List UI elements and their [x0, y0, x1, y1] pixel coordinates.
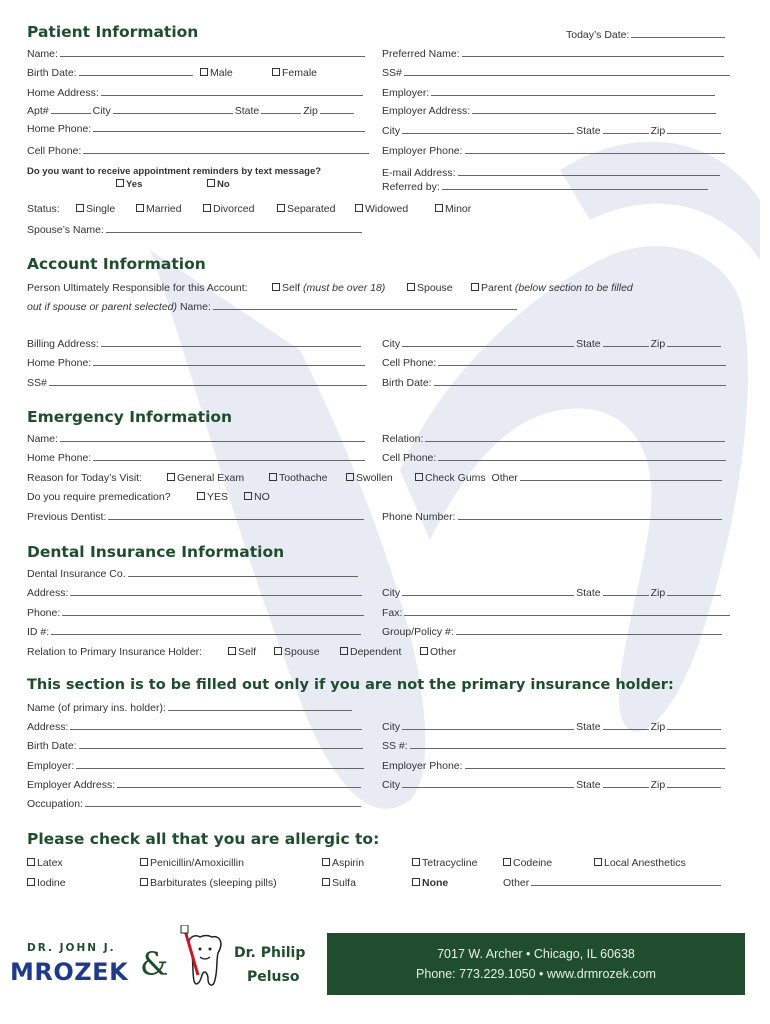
- insurance-city-field[interactable]: [402, 586, 574, 596]
- self-note: (must be over 18): [303, 282, 386, 294]
- group-policy-label: Group/Policy #:: [382, 626, 454, 638]
- previous-dentist-field[interactable]: [108, 510, 364, 520]
- responsible-self-label: Self: [282, 282, 301, 294]
- female-label: Female: [282, 67, 318, 79]
- swollen-label: Swollen: [356, 472, 393, 484]
- patient-information-heading: Patient Information: [27, 23, 199, 41]
- holder-self-label: Self: [238, 646, 257, 658]
- iodine-label: Iodine: [37, 877, 66, 889]
- none-label: None: [422, 877, 449, 889]
- penicillin-checkbox[interactable]: [140, 858, 148, 866]
- insurance-company-label: Dental Insurance Co.: [27, 568, 126, 580]
- premedication-yes-checkbox[interactable]: [197, 492, 205, 500]
- barbiturates-label: Barbiturates (sleeping pills): [150, 877, 277, 889]
- codeine-checkbox[interactable]: [503, 858, 511, 866]
- secondary-city-field[interactable]: [402, 720, 574, 730]
- ss-field[interactable]: [404, 66, 730, 76]
- account-birth-date-field[interactable]: [434, 376, 726, 386]
- employer-label: Employer:: [382, 87, 430, 99]
- birth-date-field[interactable]: [79, 66, 193, 76]
- parent-note-continued: out if spouse or parent selected): [27, 301, 178, 313]
- secondary-zip-label: Zip: [650, 721, 666, 733]
- secondary-employer-label: Employer:: [27, 760, 75, 772]
- home-address-label: Home Address:: [27, 87, 99, 99]
- name-label: Name:: [27, 48, 58, 60]
- secondary-employer-state-label: State: [576, 779, 601, 791]
- employer-city-field[interactable]: [402, 124, 574, 134]
- doctor-name-line-1: Dr. Philip: [234, 945, 306, 961]
- holder-spouse-checkbox[interactable]: [274, 647, 282, 655]
- secondary-employer-address-field[interactable]: [117, 778, 361, 788]
- cell-phone-field[interactable]: [83, 144, 369, 154]
- footer-contact-bar: [327, 933, 745, 995]
- general-exam-label: General Exam: [177, 472, 245, 484]
- divorced-label: Divorced: [213, 203, 255, 215]
- responsible-parent-label: Parent: [481, 282, 512, 294]
- secondary-ss-field[interactable]: [410, 739, 726, 749]
- separated-checkbox[interactable]: [277, 204, 285, 212]
- responsible-self-checkbox[interactable]: [272, 283, 280, 291]
- account-home-phone-field[interactable]: [93, 356, 365, 366]
- widowed-checkbox[interactable]: [355, 204, 363, 212]
- holder-other-checkbox[interactable]: [420, 647, 428, 655]
- tetracycline-checkbox[interactable]: [412, 858, 420, 866]
- reason-other-label: Other: [491, 472, 518, 484]
- widowed-label: Widowed: [365, 203, 409, 215]
- holder-dependent-label: Dependent: [350, 646, 402, 658]
- account-home-phone-label: Home Phone:: [27, 357, 92, 369]
- insurance-phone-field[interactable]: [62, 606, 364, 616]
- apt-label: Apt#: [27, 105, 49, 117]
- reminder-yes-checkbox[interactable]: [116, 179, 124, 187]
- email-field[interactable]: [458, 166, 720, 176]
- secondary-employer-field[interactable]: [76, 759, 364, 769]
- reason-label: Reason for Today’s Visit:: [27, 472, 142, 484]
- previous-dentist-label: Previous Dentist:: [27, 511, 107, 523]
- insurance-zip-field[interactable]: [667, 586, 721, 596]
- mrozek-logo: [10, 942, 135, 992]
- insurance-information-heading: Dental Insurance Information: [27, 543, 285, 561]
- secondary-employer-city-field[interactable]: [402, 778, 574, 788]
- male-checkbox[interactable]: [200, 68, 208, 76]
- primary-holder-name-field[interactable]: [168, 701, 352, 711]
- cell-phone-label: Cell Phone:: [27, 145, 82, 157]
- emergency-name-label: Name:: [27, 433, 58, 445]
- employer-phone-label: Employer Phone:: [382, 145, 463, 157]
- city-field[interactable]: [113, 104, 233, 114]
- sulfa-checkbox[interactable]: [322, 878, 330, 886]
- relation-holder-label: Relation to Primary Insurance Holder:: [27, 646, 203, 658]
- billing-address-field[interactable]: [101, 337, 361, 347]
- reminder-no-checkbox[interactable]: [207, 179, 215, 187]
- todays-date-label: Today’s Date:: [566, 29, 630, 41]
- check-gums-label: Check Gums: [425, 472, 486, 484]
- holder-other-label: Other: [430, 646, 457, 658]
- billing-address-label: Billing Address:: [27, 338, 99, 350]
- responsible-label: Person Ultimately Responsible for this Account:: [27, 282, 248, 294]
- employer-field[interactable]: [431, 86, 715, 96]
- barbiturates-checkbox[interactable]: [140, 878, 148, 886]
- primary-holder-name-label: Name (of primary ins. holder):: [27, 702, 166, 714]
- secondary-employer-address-label: Employer Address:: [27, 779, 116, 791]
- premedication-no-label: NO: [254, 491, 270, 503]
- city-label: City: [92, 105, 111, 117]
- billing-city-label: City: [382, 338, 401, 350]
- responsible-name-field[interactable]: [213, 300, 517, 310]
- insurance-zip-label: Zip: [650, 587, 666, 599]
- billing-zip-field[interactable]: [667, 337, 721, 347]
- zip-field[interactable]: [320, 104, 354, 114]
- ss-label: SS#: [382, 67, 402, 79]
- emergency-cell-phone-field[interactable]: [438, 451, 726, 461]
- allergies-heading: Please check all that you are allergic to:: [27, 830, 380, 848]
- holder-self-checkbox[interactable]: [228, 647, 236, 655]
- secondary-employer-zip-label: Zip: [650, 779, 666, 791]
- insurance-fax-label: Fax:: [382, 607, 403, 619]
- secondary-employer-zip-field[interactable]: [667, 778, 721, 788]
- secondary-section-heading: This section is to be filled out only if you are not the primary insurance holder:: [27, 677, 674, 693]
- footer-contact: Phone: 773.229.1050 • www.drmrozek.com: [416, 967, 656, 981]
- insurance-state-label: State: [576, 587, 601, 599]
- secondary-birth-date-field[interactable]: [79, 739, 363, 749]
- employer-state-field[interactable]: [603, 124, 649, 134]
- secondary-state-field[interactable]: [603, 720, 649, 730]
- secondary-employer-city-label: City: [382, 779, 401, 791]
- responsible-spouse-checkbox[interactable]: [407, 283, 415, 291]
- emergency-home-phone-field[interactable]: [93, 451, 365, 461]
- dentist-phone-label: Phone Number:: [382, 511, 456, 523]
- aspirin-checkbox[interactable]: [322, 858, 330, 866]
- insurance-fax-field[interactable]: [404, 606, 730, 616]
- tooth-toothbrush-icon: [178, 925, 228, 991]
- insurance-id-label: ID #:: [27, 626, 50, 638]
- state-field[interactable]: [261, 104, 301, 114]
- allergy-other-field[interactable]: [531, 876, 721, 886]
- occupation-label: Occupation:: [27, 798, 84, 810]
- apt-field[interactable]: [51, 104, 91, 114]
- status-label: Status:: [27, 203, 60, 215]
- home-address-field[interactable]: [101, 86, 363, 96]
- relation-label: Relation:: [382, 433, 424, 445]
- footer-address: 7017 W. Archer • Chicago, IL 60638: [437, 947, 635, 961]
- billing-zip-label: Zip: [650, 338, 666, 350]
- name-field[interactable]: [60, 47, 365, 57]
- parent-note: (below section to be filled: [514, 282, 633, 294]
- secondary-employer-phone-label: Employer Phone:: [382, 760, 463, 772]
- single-checkbox[interactable]: [76, 204, 84, 212]
- codeine-label: Codeine: [513, 857, 553, 869]
- secondary-address-label: Address:: [27, 721, 69, 733]
- account-cell-phone-field[interactable]: [438, 356, 726, 366]
- toothache-label: Toothache: [279, 472, 328, 484]
- reminder-question: Do you want to receive appointment reminders by text message?: [27, 166, 322, 177]
- aspirin-label: Aspirin: [332, 857, 365, 869]
- divorced-checkbox[interactable]: [203, 204, 211, 212]
- toothache-checkbox[interactable]: [269, 473, 277, 481]
- account-ss-field[interactable]: [49, 376, 367, 386]
- minor-checkbox[interactable]: [435, 204, 443, 212]
- account-birth-date-label: Birth Date:: [382, 377, 432, 389]
- employer-zip-label: Zip: [650, 125, 666, 137]
- insurance-id-field[interactable]: [51, 625, 361, 635]
- employer-zip-field[interactable]: [667, 124, 721, 134]
- billing-state-label: State: [576, 338, 601, 350]
- local-anesthetics-checkbox[interactable]: [594, 858, 602, 866]
- email-label: E-mail Address:: [382, 167, 456, 179]
- home-phone-label: Home Phone:: [27, 123, 92, 135]
- account-cell-phone-label: Cell Phone:: [382, 357, 437, 369]
- birth-date-label: Birth Date:: [27, 67, 77, 79]
- secondary-birth-date-label: Birth Date:: [27, 740, 77, 752]
- tetracycline-label: Tetracycline: [422, 857, 478, 869]
- home-phone-field[interactable]: [93, 122, 365, 132]
- responsible-spouse-label: Spouse: [417, 282, 453, 294]
- insurance-city-label: City: [382, 587, 401, 599]
- secondary-ss-label: SS #:: [382, 740, 408, 752]
- premedication-no-checkbox[interactable]: [244, 492, 252, 500]
- billing-city-field[interactable]: [402, 337, 574, 347]
- married-checkbox[interactable]: [136, 204, 144, 212]
- emergency-home-phone-label: Home Phone:: [27, 452, 92, 464]
- todays-date-field[interactable]: [631, 28, 725, 38]
- spouse-name-field[interactable]: [106, 223, 362, 233]
- latex-checkbox[interactable]: [27, 858, 35, 866]
- emergency-name-field[interactable]: [60, 432, 365, 442]
- relation-field[interactable]: [425, 432, 725, 442]
- holder-spouse-label: Spouse: [284, 646, 320, 658]
- referred-by-field[interactable]: [442, 180, 708, 190]
- employer-address-label: Employer Address:: [382, 105, 471, 117]
- insurance-phone-label: Phone:: [27, 607, 61, 619]
- dentist-phone-field[interactable]: [458, 510, 722, 520]
- premedication-yes-label: YES: [207, 491, 229, 503]
- preferred-name-label: Preferred Name:: [382, 48, 460, 60]
- penicillin-label: Penicillin/Amoxicillin: [150, 857, 244, 869]
- secondary-state-label: State: [576, 721, 601, 733]
- latex-label: Latex: [37, 857, 63, 869]
- secondary-address-field[interactable]: [70, 720, 362, 730]
- account-ss-label: SS#: [27, 377, 47, 389]
- secondary-employer-state-field[interactable]: [603, 778, 649, 788]
- secondary-city-label: City: [382, 721, 401, 733]
- check-gums-checkbox[interactable]: [415, 473, 423, 481]
- married-label: Married: [146, 203, 182, 215]
- preferred-name-field[interactable]: [462, 47, 724, 57]
- insurance-company-field[interactable]: [128, 567, 358, 577]
- secondary-zip-field[interactable]: [667, 720, 721, 730]
- spouse-name-label: Spouse’s Name:: [27, 224, 104, 236]
- occupation-field[interactable]: [85, 797, 361, 807]
- reminder-yes-label: Yes: [126, 179, 143, 190]
- emergency-cell-phone-label: Cell Phone:: [382, 452, 437, 464]
- doctor-name-line-2: Peluso: [247, 969, 300, 985]
- employer-city-label: City: [382, 125, 401, 137]
- allergy-other-label: Other: [503, 877, 530, 889]
- reminder-no-label: No: [217, 179, 230, 190]
- insurance-state-field[interactable]: [603, 586, 649, 596]
- insurance-address-field[interactable]: [70, 586, 362, 596]
- ampersand: &: [140, 945, 169, 983]
- single-label: Single: [86, 203, 116, 215]
- iodine-checkbox[interactable]: [27, 878, 35, 886]
- group-policy-field[interactable]: [456, 625, 722, 635]
- employer-phone-field[interactable]: [465, 144, 725, 154]
- separated-label: Separated: [287, 203, 336, 215]
- logo-bottom-text: MROZEK: [10, 958, 129, 986]
- general-exam-checkbox[interactable]: [167, 473, 175, 481]
- account-information-heading: Account Information: [27, 255, 206, 273]
- holder-dependent-checkbox[interactable]: [340, 647, 348, 655]
- emergency-information-heading: Emergency Information: [27, 408, 233, 426]
- insurance-address-label: Address:: [27, 587, 69, 599]
- female-checkbox[interactable]: [272, 68, 280, 76]
- responsible-parent-checkbox[interactable]: [471, 283, 479, 291]
- none-checkbox[interactable]: [412, 878, 420, 886]
- swollen-checkbox[interactable]: [346, 473, 354, 481]
- employer-address-field[interactable]: [472, 104, 716, 114]
- billing-state-field[interactable]: [603, 337, 649, 347]
- state-label: State: [234, 105, 260, 117]
- logo-top-text: DR. JOHN J.: [27, 942, 116, 954]
- minor-label: Minor: [445, 203, 472, 215]
- secondary-employer-phone-field[interactable]: [465, 759, 725, 769]
- responsible-name-label: Name:: [179, 301, 211, 313]
- premedication-label: Do you require premedication?: [27, 491, 171, 503]
- referred-by-label: Referred by:: [382, 181, 440, 193]
- sulfa-label: Sulfa: [332, 877, 356, 889]
- reason-other-field[interactable]: [520, 471, 722, 481]
- local-anesthetics-label: Local Anesthetics: [604, 857, 686, 869]
- employer-state-label: State: [576, 125, 601, 137]
- zip-label: Zip: [303, 105, 318, 117]
- male-label: Male: [210, 67, 233, 79]
